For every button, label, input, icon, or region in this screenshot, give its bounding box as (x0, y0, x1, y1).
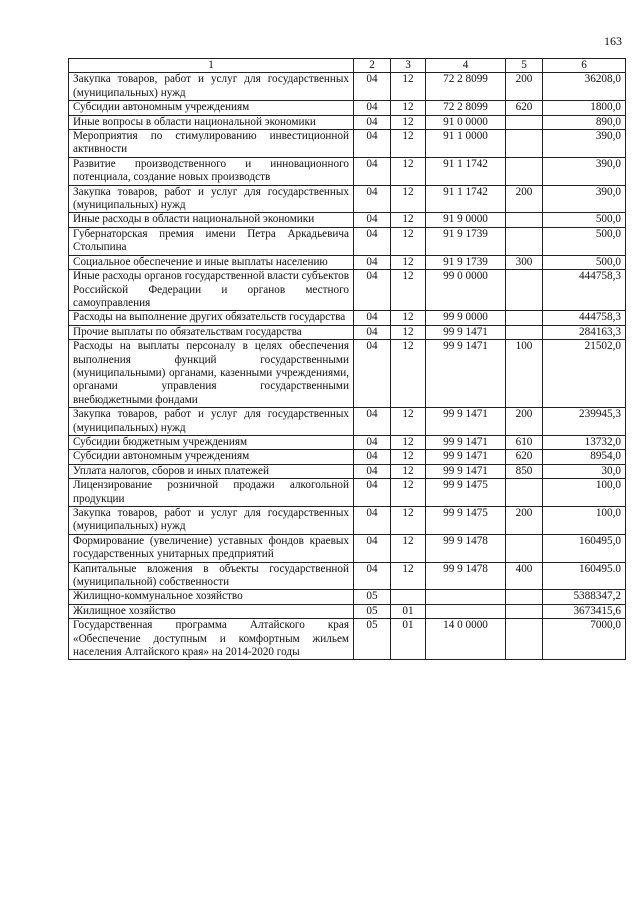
section-code: 04 (354, 213, 391, 227)
target-article-code: 99 0 0000 (426, 270, 506, 311)
expense-type-code: 200 (506, 73, 543, 101)
table-row (69, 227, 626, 255)
expense-type-code (506, 619, 543, 660)
budget-table (68, 58, 626, 660)
expense-name: Иные расходы в области национальной экономики (69, 213, 354, 227)
subsection-code: 12 (391, 311, 426, 325)
expense-name: Развитие производственного и инновационного потенциала, создание новых производств (69, 157, 354, 185)
target-article-code: 91 0 0000 (426, 115, 506, 129)
section-code: 04 (354, 450, 391, 464)
section-code: 04 (354, 185, 391, 213)
subsection-code: 12 (391, 507, 426, 535)
section-code: 04 (354, 340, 391, 408)
table-row (69, 115, 626, 129)
subsection-code: 12 (391, 408, 426, 436)
subsection-code: 12 (391, 534, 426, 562)
subsection-code: 12 (391, 270, 426, 311)
column-header-2: 2 (354, 59, 391, 73)
section-code: 04 (354, 270, 391, 311)
amount: 500,0 (543, 255, 626, 269)
expense-type-code (506, 227, 543, 255)
amount: 444758,3 (543, 270, 626, 311)
expense-type-code: 850 (506, 464, 543, 478)
target-article-code: 91 1 1742 (426, 157, 506, 185)
amount: 160495.0 (543, 562, 626, 590)
target-article-code: 99 9 0000 (426, 311, 506, 325)
target-article-code: 14 0 0000 (426, 619, 506, 660)
target-article-code: 99 9 1471 (426, 408, 506, 436)
expense-type-code (506, 479, 543, 507)
amount: 444758,3 (543, 311, 626, 325)
expense-name: Иные вопросы в области национальной экономики (69, 115, 354, 129)
target-article-code: 91 9 1739 (426, 227, 506, 255)
table-row (69, 479, 626, 507)
expense-type-code (506, 115, 543, 129)
table-row (69, 255, 626, 269)
column-header-3: 3 (391, 59, 426, 73)
subsection-code: 12 (391, 130, 426, 158)
expense-type-code: 300 (506, 255, 543, 269)
expense-name: Закупка товаров, работ и услуг для государственных (муниципальных) нужд (69, 507, 354, 535)
subsection-code: 12 (391, 213, 426, 227)
expense-name: Закупка товаров, работ и услуг для государственных (муниципальных) нужд (69, 73, 354, 101)
expense-type-code (506, 213, 543, 227)
section-code: 04 (354, 325, 391, 339)
target-article-code: 99 9 1471 (426, 450, 506, 464)
expense-type-code (506, 311, 543, 325)
amount: 3673415,6 (543, 604, 626, 618)
amount: 239945,3 (543, 408, 626, 436)
target-article-code: 99 9 1471 (426, 464, 506, 478)
expense-name: Закупка товаров, работ и услуг для государственных (муниципальных) нужд (69, 185, 354, 213)
subsection-code: 01 (391, 604, 426, 618)
subsection-code (391, 590, 426, 604)
expense-name: Субсидии автономным учреждениям (69, 450, 354, 464)
amount: 890,0 (543, 115, 626, 129)
expense-type-code: 100 (506, 340, 543, 408)
target-article-code: 99 9 1478 (426, 534, 506, 562)
column-header-1: 1 (69, 59, 354, 73)
expense-name: Лицензирование розничной продажи алкогольной продукции (69, 479, 354, 507)
table-row (69, 185, 626, 213)
expense-name: Мероприятия по стимулированию инвестиционной активности (69, 130, 354, 158)
subsection-code: 12 (391, 340, 426, 408)
section-code: 05 (354, 619, 391, 660)
amount: 500,0 (543, 213, 626, 227)
amount: 100,0 (543, 507, 626, 535)
target-article-code: 99 9 1471 (426, 340, 506, 408)
amount: 160495,0 (543, 534, 626, 562)
table-row (69, 157, 626, 185)
expense-name: Государственная программа Алтайского края «Обеспечение доступным и комфортным жильем населения Алтайского края» на 2014-2020 годы (69, 619, 354, 660)
table-row (69, 130, 626, 158)
table-row (69, 408, 626, 436)
subsection-code: 12 (391, 157, 426, 185)
expense-type-code (506, 325, 543, 339)
section-code: 04 (354, 408, 391, 436)
expense-name: Губернаторская премия имени Петра Аркадьевича Столыпина (69, 227, 354, 255)
expense-name: Прочие выплаты по обязательствам государства (69, 325, 354, 339)
section-code: 04 (354, 507, 391, 535)
target-article-code: 72 2 8099 (426, 73, 506, 101)
section-code: 04 (354, 130, 391, 158)
subsection-code: 12 (391, 464, 426, 478)
target-article-code: 99 9 1471 (426, 435, 506, 449)
section-code: 04 (354, 101, 391, 115)
expense-type-code: 610 (506, 435, 543, 449)
target-article-code: 99 9 1471 (426, 325, 506, 339)
expense-name: Жилищно-коммунальное хозяйство (69, 590, 354, 604)
expense-name: Расходы на выполнение других обязательств государства (69, 311, 354, 325)
subsection-code: 12 (391, 435, 426, 449)
table-row (69, 604, 626, 618)
expense-name: Иные расходы органов государственной власти субъектов Российской Федерации и органов местного самоуправления (69, 270, 354, 311)
target-article-code: 91 1 0000 (426, 130, 506, 158)
target-article-code: 91 1 1742 (426, 185, 506, 213)
table-row (69, 450, 626, 464)
subsection-code: 12 (391, 562, 426, 590)
section-code: 05 (354, 590, 391, 604)
section-code: 04 (354, 73, 391, 101)
table-row (69, 590, 626, 604)
table-body (69, 73, 626, 660)
subsection-code: 12 (391, 450, 426, 464)
table-row (69, 619, 626, 660)
expense-type-code (506, 604, 543, 618)
section-code: 04 (354, 255, 391, 269)
section-code: 04 (354, 227, 391, 255)
amount: 390,0 (543, 185, 626, 213)
expense-type-code (506, 130, 543, 158)
expense-name: Формирование (увеличение) уставных фондов краевых государственных унитарных предприятий (69, 534, 354, 562)
expense-name: Расходы на выплаты персоналу в целях обеспечения выполнения функций государственными (муниципальными) органами, казенными учреждениями, органами управления государственными внебюджетными фондами (69, 340, 354, 408)
section-code: 04 (354, 157, 391, 185)
expense-type-code (506, 157, 543, 185)
page-number: 163 (604, 34, 622, 48)
expense-type-code (506, 590, 543, 604)
expense-type-code: 620 (506, 450, 543, 464)
column-header-4: 4 (426, 59, 506, 73)
expense-type-code: 200 (506, 408, 543, 436)
expense-name: Уплата налогов, сборов и иных платежей (69, 464, 354, 478)
subsection-code: 12 (391, 255, 426, 269)
target-article-code: 72 2 8099 (426, 101, 506, 115)
table-row (69, 270, 626, 311)
amount: 500,0 (543, 227, 626, 255)
section-code: 05 (354, 604, 391, 618)
section-code: 04 (354, 479, 391, 507)
amount: 390,0 (543, 157, 626, 185)
amount: 21502,0 (543, 340, 626, 408)
target-article-code: 99 9 1475 (426, 479, 506, 507)
expense-type-code: 200 (506, 507, 543, 535)
expense-name: Социальное обеспечение и иные выплаты населению (69, 255, 354, 269)
expense-name: Закупка товаров, работ и услуг для государственных (муниципальных) нужд (69, 408, 354, 436)
subsection-code: 12 (391, 227, 426, 255)
section-code: 04 (354, 435, 391, 449)
subsection-code: 12 (391, 479, 426, 507)
table-row (69, 340, 626, 408)
table-row (69, 464, 626, 478)
column-header-6: 6 (543, 59, 626, 73)
target-article-code: 91 9 1739 (426, 255, 506, 269)
expense-name: Капитальные вложения в объекты государственной (муниципальной) собственности (69, 562, 354, 590)
table-row (69, 213, 626, 227)
table-row (69, 101, 626, 115)
expense-name: Жилищное хозяйство (69, 604, 354, 618)
table-row (69, 311, 626, 325)
column-header-5: 5 (506, 59, 543, 73)
target-article-code: 99 9 1475 (426, 507, 506, 535)
target-article-code (426, 590, 506, 604)
expense-name: Субсидии бюджетным учреждениям (69, 435, 354, 449)
section-code: 04 (354, 115, 391, 129)
section-code: 04 (354, 534, 391, 562)
subsection-code: 12 (391, 73, 426, 101)
table-row (69, 562, 626, 590)
subsection-code: 01 (391, 619, 426, 660)
subsection-code: 12 (391, 101, 426, 115)
amount: 7000,0 (543, 619, 626, 660)
expense-type-code (506, 534, 543, 562)
table-row (69, 325, 626, 339)
subsection-code: 12 (391, 325, 426, 339)
table-row (69, 534, 626, 562)
expense-type-code: 400 (506, 562, 543, 590)
table-row (69, 73, 626, 101)
expense-type-code: 200 (506, 185, 543, 213)
table-row (69, 435, 626, 449)
table-row (69, 507, 626, 535)
amount: 8954,0 (543, 450, 626, 464)
target-article-code (426, 604, 506, 618)
amount: 30,0 (543, 464, 626, 478)
target-article-code: 99 9 1478 (426, 562, 506, 590)
section-code: 04 (354, 311, 391, 325)
section-code: 04 (354, 464, 391, 478)
amount: 5388347,2 (543, 590, 626, 604)
subsection-code: 12 (391, 115, 426, 129)
amount: 36208,0 (543, 73, 626, 101)
amount: 390,0 (543, 130, 626, 158)
amount: 100,0 (543, 479, 626, 507)
expense-type-code (506, 270, 543, 311)
amount: 1800,0 (543, 101, 626, 115)
header-row (69, 59, 626, 73)
target-article-code: 91 9 0000 (426, 213, 506, 227)
amount: 13732,0 (543, 435, 626, 449)
amount: 284163,3 (543, 325, 626, 339)
expense-type-code: 620 (506, 101, 543, 115)
subsection-code: 12 (391, 185, 426, 213)
expense-name: Субсидии автономным учреждениям (69, 101, 354, 115)
section-code: 04 (354, 562, 391, 590)
